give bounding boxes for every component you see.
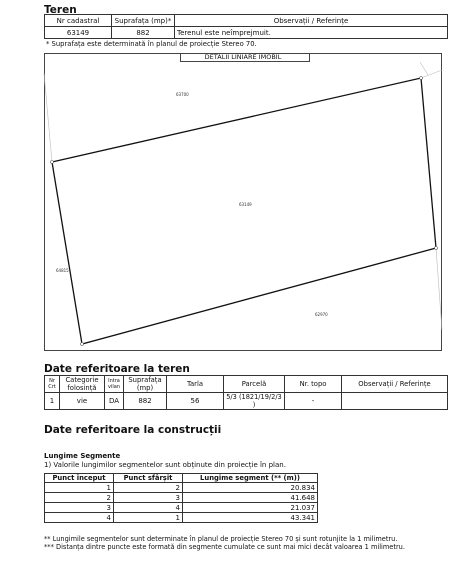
cell-punct-sfarsit: 2 xyxy=(114,483,183,493)
header-nr-cadastral: Nr cadastral xyxy=(45,15,112,27)
table-header-row xyxy=(45,376,448,393)
header-observatii: Observații / Referințe xyxy=(175,15,448,27)
segmente-note-2: *** Distanța dintre puncte este formată din segmente cumulate ce sunt mai mici decât valoarea 1 milimetru. xyxy=(44,543,405,551)
cell-nr-topo: - xyxy=(285,393,342,410)
parcel-outline xyxy=(52,78,436,344)
header-intravilan: Intra vilan xyxy=(105,376,124,393)
cell-observatii: Terenul este neîmprejmuit. xyxy=(175,27,448,39)
cell-lungime: 20.834 xyxy=(183,483,318,493)
neighbor-line xyxy=(436,248,442,330)
cell-nr-cadastral: 63149 xyxy=(45,27,112,39)
cell-punct-sfarsit: 1 xyxy=(114,513,183,523)
cell-punct-inceput: 1 xyxy=(45,483,114,493)
segmente-table xyxy=(44,473,318,523)
cell-categorie: vie xyxy=(60,393,105,410)
vertex-1 xyxy=(51,161,54,164)
cell-parcela: 5/3 (1821/19/2/3 ) xyxy=(224,393,285,410)
vertex-3 xyxy=(435,247,438,250)
label-south-parcel: 62970 xyxy=(315,312,328,317)
header-suprafata: Suprafața (mp)* xyxy=(112,15,175,27)
plan-title: DETALII LINIARE IMOBIL xyxy=(204,53,282,61)
cell-suprafata: 882 xyxy=(112,27,175,39)
cell-observatii xyxy=(342,393,448,410)
segmente-title: Lungime Segmente xyxy=(44,452,121,460)
cell-punct-sfarsit: 4 xyxy=(114,503,183,513)
cell-punct-sfarsit: 3 xyxy=(114,493,183,503)
header-lungime: Lungime segment (** (m)) xyxy=(183,474,318,483)
header-punct-inceput: Punct început xyxy=(45,474,114,483)
neighbor-line xyxy=(420,62,428,75)
header-nr-crt: Nr Crt xyxy=(45,376,60,393)
teren-footnote: * Suprafața este determinată în planul de proiecție Stereo 70. xyxy=(46,40,257,48)
date-teren-heading: Date referitoare la teren xyxy=(44,363,190,375)
neighbor-line xyxy=(421,70,442,78)
header-suprafata: Suprafața (mp) xyxy=(124,376,167,393)
cell-lungime: 43.341 xyxy=(183,513,318,523)
table-row xyxy=(45,483,318,493)
neighbor-boundaries xyxy=(44,62,442,330)
header-parcela: Parcelă xyxy=(224,376,285,393)
cell-punct-inceput: 4 xyxy=(45,513,114,523)
table-row xyxy=(45,493,318,503)
vertex-4 xyxy=(81,343,84,346)
cell-tarla: 56 xyxy=(167,393,224,410)
table-row xyxy=(45,503,318,513)
table-row xyxy=(45,513,318,523)
header-punct-sfarsit: Punct sfârșit xyxy=(114,474,183,483)
date-teren-table xyxy=(44,375,448,410)
cell-punct-inceput: 3 xyxy=(45,503,114,513)
teren-heading: Teren xyxy=(44,4,77,16)
cell-intravilan: DA xyxy=(105,393,124,410)
table-row xyxy=(45,393,448,410)
date-constructii-heading: Date referitoare la construcții xyxy=(44,424,222,436)
segmente-subtitle: 1) Valorile lungimilor segmentelor sunt obținute din proiecție în plan. xyxy=(44,461,286,469)
cell-lungime: 41.648 xyxy=(183,493,318,503)
header-observatii: Observații / Referințe xyxy=(342,376,448,393)
vertex-2 xyxy=(420,77,423,80)
header-categorie: Categorie folosință xyxy=(60,376,105,393)
cell-nr-crt: 1 xyxy=(45,393,60,410)
header-nr-topo: Nr. topo xyxy=(285,376,342,393)
label-west-parcel: 64815 xyxy=(56,268,69,273)
neighbor-line xyxy=(44,73,52,162)
table-header-row xyxy=(45,474,318,483)
parcel-vertices xyxy=(51,77,438,346)
cell-lungime: 21.037 xyxy=(183,503,318,513)
header-tarla: Tarla xyxy=(167,376,224,393)
label-north-parcel: 63700 xyxy=(176,92,189,97)
segmente-note-1: ** Lungimile segmentelor sunt determinate în planul de proiecție Stereo 70 și sunt rotunjite la 1 milimetru. xyxy=(44,535,398,543)
cell-suprafata: 882 xyxy=(124,393,167,410)
label-center-parcel: 63149 xyxy=(239,202,252,207)
cell-punct-inceput: 2 xyxy=(45,493,114,503)
